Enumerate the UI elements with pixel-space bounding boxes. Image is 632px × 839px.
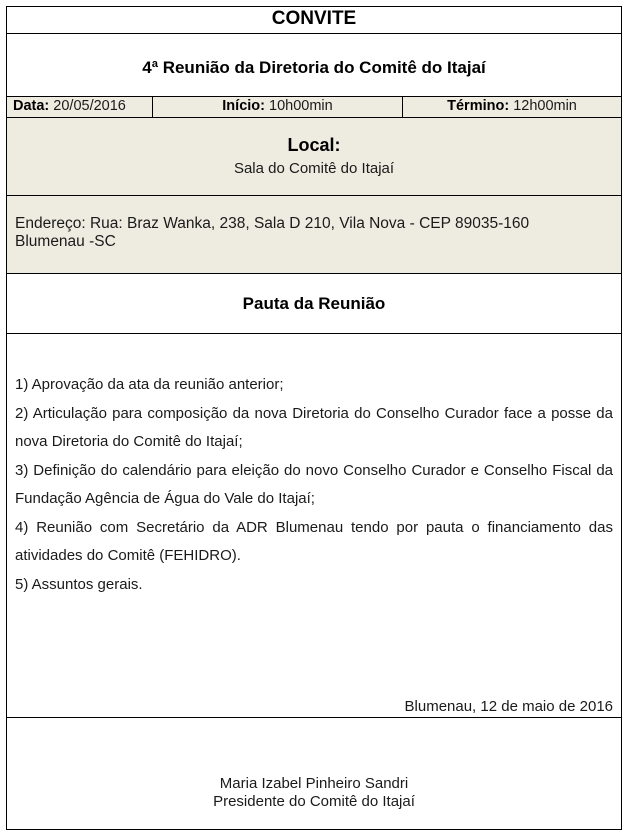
address-line-1: Endereço: Rua: Braz Wanka, 238, Sala D 210, Vila Nova - CEP 89035-160 — [15, 215, 530, 232]
agenda-item: 1) Aprovação da ata da reunião anterior; — [15, 376, 284, 393]
agenda-items-row — [7, 334, 621, 718]
location-value: Sala do Comitê do Itajaí — [233, 160, 395, 177]
agenda-heading: Pauta da Reunião — [242, 294, 386, 313]
location-heading: Local: — [287, 135, 341, 155]
location-row — [7, 118, 621, 196]
address-row — [7, 196, 621, 274]
schedule-row — [7, 97, 621, 118]
date-cell — [7, 97, 153, 117]
end-time-cell — [403, 97, 621, 117]
agenda-item: 3) Definição do calendário para eleição do novo Conselho Curador e Conselho Fiscal da Fundação Agência de Água do Vale do Itajaí; — [15, 461, 613, 507]
meeting-title: 4ª Reunião da Diretoria do Comitê do Itajaí — [142, 58, 486, 77]
date-label: Data: — [13, 98, 50, 114]
agenda-list — [15, 371, 613, 599]
date-value: 20/05/2016 — [53, 98, 126, 114]
document-title: CONVITE — [271, 8, 357, 29]
end-time-value: 12h00min — [513, 98, 577, 114]
title-row — [7, 7, 621, 34]
start-time-cell — [153, 97, 403, 117]
meeting-title-row — [7, 34, 621, 97]
signatory-role: Presidente do Comitê do Itajaí — [213, 793, 415, 810]
address-text — [15, 215, 613, 251]
agenda-item: 4) Reunião com Secretário da ADR Blumenau tendo por pauta o financiamento das atividades do Comitê (FEHIDRO). — [15, 518, 613, 564]
signatory-name: Maria Izabel Pinheiro Sandri — [219, 775, 409, 792]
address-line-2: Blumenau -SC — [15, 233, 116, 250]
agenda-item: 2) Articulação para composição da nova Diretoria do Conselho Curador face a posse da nova Diretoria do Comitê do Itajaí; — [15, 404, 613, 450]
agenda-heading-row — [7, 274, 621, 334]
place-and-date: Blumenau, 12 de maio de 2016 — [404, 698, 613, 715]
signature-row — [7, 718, 621, 830]
start-time-label: Início: — [222, 98, 265, 114]
end-time-label: Término: — [447, 98, 510, 114]
start-time-value: 10h00min — [269, 98, 333, 114]
agenda-item: 5) Assuntos gerais. — [15, 575, 143, 593]
invitation-document — [6, 6, 622, 830]
